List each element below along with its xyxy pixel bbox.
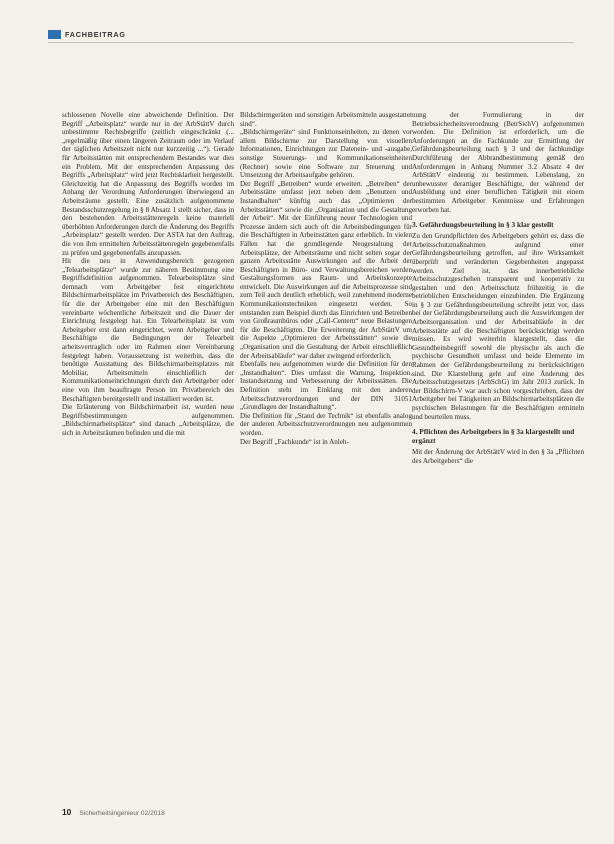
paragraph: Bildschirmgeräten und sonstigen Arbeitsmitteln ausgestattet sind“. [240, 111, 412, 128]
paragraph: „Bildschirmgeräte“ sind Funktionseinheiten, zu denen vor allem Bildschirme zur Darstellung von visuellen Informationen, Einrichtungen zur Datenein- und -ausgabe, sonstige Steuerungs- und Kommunikationseinheiten (Rechner) sowie eine Software zur Steuerung und Umsetzung der Arbeitsaufgabe gehören. [240, 128, 412, 180]
page-footer [62, 807, 165, 817]
header-divider [48, 42, 574, 43]
paragraph: Zu den Grundpflichten des Arbeitgebers gehört es, dass die Arbeitsschutzmaßnahmen aufgrund einer Gefährdungsbeurteilung getroffen, auf ihre Wirksamkeit überprüft und veränderten Gegebenheiten angepasst werden. Ziel ist, das innerbetriebliche Arbeitsschutzgeschehen transparent und kooperativ zu gestalten und den Arbeitsschutz frühzeitig in die betrieblichen Entscheidungen einzubinden. Die Ergänzung in § 3 zur Gefährdungsbeurteilung schreibt jetzt vor, dass bei der Gefährdungsbeurteilung auch die Auswirkungen der Arbeitsorganisation und der Arbeitsabläufe in der Arbeitsstätte auf die Beschäftigten berücksichtigt werden müssen. Es wird weiterhin klargestellt, dass die Gesundheitsbegriff sowohl die physische als auch die psychische Gesundheit umfasst und beide Elemente im Rahmen der Gefährdungsbeurteilung zu berücksichtigen sind. Die Klarstellung geht auf eine Änderung des Arbeitsschutzgesetzes (ArbSchG) im Jahr 2013 zurück. In der Bildschirm-V war auch schon vorgeschrieben, dass der Arbeitgeber bei Tätigkeiten an Bildschirmarbeitsplätzen die psychischen Belastungen für die Beschäftigten ermitteln und beurteilen muss. [412, 232, 584, 421]
paragraph: Der Begriff „Betreiben“ wurde erweitert. „Betreiben“ der Arbeitsstätte umfasst jetzt neben dem „Benutzen und Instandhalten“ künftig auch das „Optimieren der Arbeitsstätten“ sowie die „Organisation und die Gestaltung der Arbeit“. Mit der Einführung neuer Technologien und Prozesse ändern sich auch oft die Arbeitsbedingungen für die Beschäftigten in Arbeitsstätten ganz erheblich. In vielen Fällen hat die grundlegende Neugestaltung der Arbeitsplätze, der Arbeitsräume und nicht selten sogar der ganzen Arbeitsstätte Auswirkungen auf die Arbeit der Beschäftigten in Büro- und Verwaltungsbereichen werden Gestaltungsformen aus Raum- und Arbeitskonzepte entwickelt. Die Auswirkungen auf die Arbeitsprozesse sind zum Teil auch deutlich erheblich, weil zunehmend moderne Kommunikationstechniken eingesetzt werden. So entstanden zum Beispiel durch das Einrichten und Betreiben von Großraumbüros oder „Call-Centern“ neue Belastungen für die Beschäftigten. Die Erweiterung der ArbStättV um die Aspekte „Optimieren der Arbeitsstätten“ sowie die „Organisation und die Gestaltung der Arbeit einschließlich der Arbeitsabläufe“ war daher zwingend erforderlich. [240, 179, 412, 360]
paragraph: Ebenfalls neu aufgenommen wurde die Definition für den „Instandhalten“. Dies umfasst die Wartung, Inspektion, Instandsetzung und Verbesserung der Arbeitsstätten. Die Definition steht im Einklang mit den anderen Arbeitsschutzverordnungen und der DIN 31051 „Grundlagen der Instandhaltung“. [240, 360, 412, 412]
paragraph: schlossenen Novelle eine abweichende Definition. Der Begriff „Arbeitsplatz“ wurde nur in der ArbStättV durch unbestimmte Rechtsbegriffe (zeitlich eingeschränkt (... „regelmäßig über einen längeren Zeitraum oder im Verlauf der täglichen Arbeitszeit nicht nur kurzzeitig ...“). Gerade für Arbeitsstätten mit entsprechendem Bestandes war dies ein Problem. Mit der entsprechenden Anpassung des Begriffs „Arbeitsplatz“ wird jetzt Rechtsklarheit hergestellt. Gleichzeitig hat die Anpassung des Begriffs worden im Anhang der Verordnung Anforderungen überwiegend an Arbeitsräume gestellt. Eine zusätzlich aufgenommene Bestandsschutzregelung in § 8 Absatz 1 stellt sicher, dass in den bestehenden Arbeitsstättenregeln keine materiell überhöhten Anforderungen durch die Änderung des Begriffs „Arbeitsplatz“ gestellt werden. Der ASTA hat den Auftrag, die von ihm ermittelten Arbeitsstättenregeln gegebenenfalls zu prüfen und gegebenenfalls anzupassen. [62, 111, 234, 257]
section-heading-3: 3. Gefährdungsbeurteilung in § 3 klar gestellt [412, 220, 554, 230]
paragraph: nung der Formulierung in der Betriebssicherheitsverordnung (BetrSichV) aufgenommen worden. Die Definition ist erforderlich, um die Anforderungen an die Fachkunde zur Ermittlung der Gefährdungsbeurteilung nach § 3 und der fachkundige Durchführung der Abbrandbestimmung gemäß den Anforderungen in Anhang Nummer 3.2 Absatz 4 der ArbStättV eindeutig zu bestimmen. Lebenslang, zu unbewusster derartiger Beschäftigte, der während der Ausbildung und einer beruflichen Tätigkeit mit einem bestimmten Arbeitgeber Kenntnisse und Erfahrungen erworben hat. [412, 111, 584, 214]
page-number: 10 [62, 807, 72, 817]
paragraph: Die Definition für „Stand der Technik“ ist ebenfalls analog der anderen Arbeitsschutzverordnungen neu aufgenommen worden. [240, 411, 412, 437]
publication-name: Sicherheitsingenieur 02/2018 [79, 810, 165, 817]
section-header [48, 28, 126, 40]
paragraph: Die Erläuterung von Bildschirmarbeit ist, wurden neue Begriffsbestimmungen aufgenommen. „Bildschirmarbeitsplätze“ sind danach „Arbeitsplätze, die sich in Arbeitsräumen befinden und die mit [62, 403, 234, 437]
paragraph: Hit die neu in Anwendungsbereich gezogenen „Telearbeitsplätze“ wurde zur näheren Bestimmung eine Begriffsdefinition aufgenommen. Telearbeitsplätze sind demnach vom Arbeitgeber fest eingerichtete Bildschirmarbeitsplätze im Privatbereich des Beschäftigten, für die der Arbeitgeber eine mit den Beschäftigten vereinbarte wöchentliche Arbeitszeit und die Dauer der Einrichtung festgelegt hat. Ein Telearbeitsplatz ist vom Arbeitgeber erst dann eingerichtet, wenn Arbeitgeber und Beschäftigte die Bedingungen der Telearbeit arbeitsvertraglich oder im Rahmen einer Vereinbarung festgelegt haben. Voraussetzung ist weiterhin, dass die benötigte Ausstattung des Bildschirmarbeitsplatzes mit Mobiliar, Arbeitsmitteln einschließlich der Kommunikationseinrichtungen durch den Arbeitgeber oder eine von ihm beauftragte Person im Privatbereich des Beschäftigten bereitgestellt und installiert worden ist. [62, 257, 234, 403]
paragraph: Der Begriff „Fachkunde“ ist in Anleh- [240, 437, 349, 446]
text-column-3 [412, 111, 584, 808]
section-label: FACHBEITRAG [65, 29, 126, 39]
paragraph: Mit der Änderung der ArbStättV wird in den § 3a „Pflichten des Arbeitgebers“ die [412, 448, 584, 465]
section-color-bar [48, 30, 61, 39]
section-heading-4: 4. Pflichten des Arbeitgebers in § 3a klargestellt und ergänzt [412, 427, 575, 446]
text-column-2 [240, 111, 412, 808]
text-column-1 [62, 111, 234, 808]
